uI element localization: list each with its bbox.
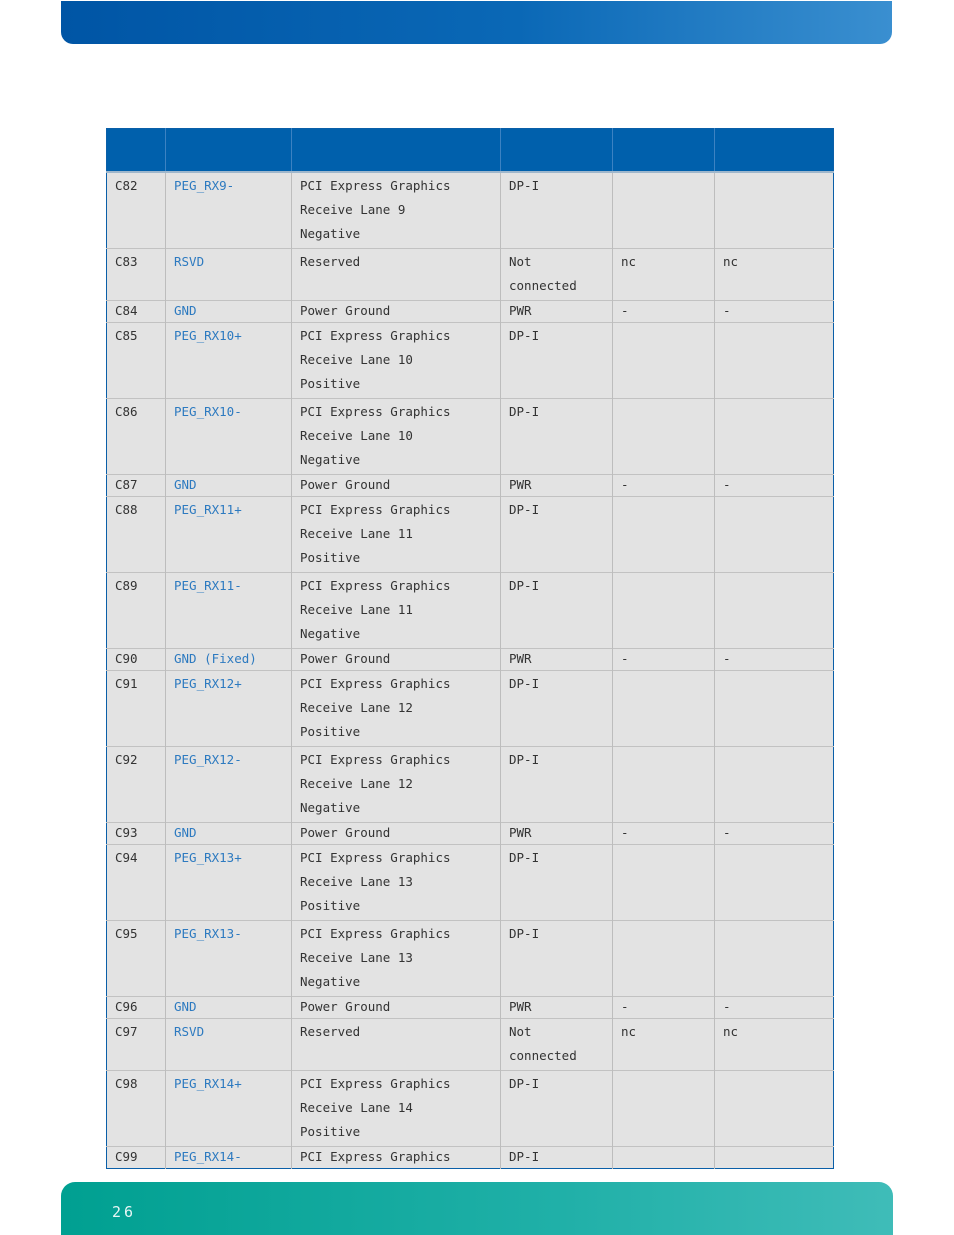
type-cell: PWR bbox=[501, 823, 613, 845]
table-row bbox=[107, 172, 834, 249]
column-5-cell bbox=[613, 573, 715, 649]
description-cell: Power Ground bbox=[292, 475, 501, 497]
column-5-cell bbox=[613, 1147, 715, 1169]
description-cell: Power Ground bbox=[292, 301, 501, 323]
pin-cell: C88 bbox=[107, 497, 166, 573]
column-6-cell bbox=[715, 172, 834, 249]
table-row bbox=[107, 497, 834, 573]
description-cell: Power Ground bbox=[292, 823, 501, 845]
signal-cell: PEG_RX13- bbox=[166, 921, 292, 997]
column-6-cell bbox=[715, 671, 834, 747]
table-row bbox=[107, 1147, 834, 1169]
description-cell: PCI Express Graphics Receive Lane 11 Negative bbox=[292, 573, 501, 649]
table-row bbox=[107, 475, 834, 497]
description-cell: PCI Express Graphics Receive Lane 12 Negative bbox=[292, 747, 501, 823]
pin-cell: C84 bbox=[107, 301, 166, 323]
type-cell: DP-I bbox=[501, 399, 613, 475]
table-body bbox=[107, 172, 834, 1169]
header-cell-5 bbox=[613, 129, 715, 173]
description-cell: PCI Express Graphics Receive Lane 13 Negative bbox=[292, 921, 501, 997]
pin-cell: C90 bbox=[107, 649, 166, 671]
column-6-cell: - bbox=[715, 301, 834, 323]
table-row bbox=[107, 649, 834, 671]
type-cell: DP-I bbox=[501, 573, 613, 649]
description-cell: PCI Express Graphics Receive Lane 13 Positive bbox=[292, 845, 501, 921]
pin-cell: C83 bbox=[107, 249, 166, 301]
header-cell-6 bbox=[715, 129, 834, 173]
footer-banner bbox=[61, 1182, 893, 1235]
type-cell: DP-I bbox=[501, 172, 613, 249]
type-cell: PWR bbox=[501, 301, 613, 323]
pin-cell: C93 bbox=[107, 823, 166, 845]
type-cell: DP-I bbox=[501, 671, 613, 747]
column-5-cell bbox=[613, 323, 715, 399]
table-row bbox=[107, 997, 834, 1019]
signal-cell: GND bbox=[166, 301, 292, 323]
type-cell: Not connected bbox=[501, 1019, 613, 1071]
table-row bbox=[107, 1071, 834, 1147]
column-6-cell: - bbox=[715, 997, 834, 1019]
description-cell: PCI Express Graphics Receive Lane 10 Positive bbox=[292, 323, 501, 399]
description-cell: PCI Express Graphics Receive Lane 12 Positive bbox=[292, 671, 501, 747]
column-5-cell bbox=[613, 671, 715, 747]
type-cell: DP-I bbox=[501, 921, 613, 997]
description-cell: PCI Express Graphics Receive Lane 14 Positive bbox=[292, 1071, 501, 1147]
column-5-cell: - bbox=[613, 823, 715, 845]
signal-cell: RSVD bbox=[166, 249, 292, 301]
column-5-cell bbox=[613, 921, 715, 997]
description-cell: Power Ground bbox=[292, 997, 501, 1019]
column-5-cell: - bbox=[613, 475, 715, 497]
column-6-cell bbox=[715, 323, 834, 399]
header-cell-description bbox=[292, 129, 501, 173]
pin-cell: C91 bbox=[107, 671, 166, 747]
header-cell-signal bbox=[166, 129, 292, 173]
table-row bbox=[107, 747, 834, 823]
signal-cell: GND bbox=[166, 475, 292, 497]
column-5-cell: - bbox=[613, 301, 715, 323]
signal-cell: PEG_RX11- bbox=[166, 573, 292, 649]
column-6-cell bbox=[715, 399, 834, 475]
signal-cell: PEG_RX9- bbox=[166, 172, 292, 249]
column-6-cell bbox=[715, 747, 834, 823]
table-row bbox=[107, 249, 834, 301]
signal-cell: GND bbox=[166, 997, 292, 1019]
column-6-cell bbox=[715, 1071, 834, 1147]
table-row bbox=[107, 1019, 834, 1071]
table-row bbox=[107, 399, 834, 475]
column-5-cell: - bbox=[613, 649, 715, 671]
signal-cell: PEG_RX14- bbox=[166, 1147, 292, 1169]
header-banner bbox=[61, 1, 892, 44]
signal-cell: PEG_RX10- bbox=[166, 399, 292, 475]
header-cell-type bbox=[501, 129, 613, 173]
column-6-cell bbox=[715, 573, 834, 649]
column-5-cell bbox=[613, 1071, 715, 1147]
pin-cell: C95 bbox=[107, 921, 166, 997]
column-6-cell: nc bbox=[715, 249, 834, 301]
column-6-cell: nc bbox=[715, 1019, 834, 1071]
column-6-cell: - bbox=[715, 649, 834, 671]
pin-cell: C85 bbox=[107, 323, 166, 399]
pin-cell: C97 bbox=[107, 1019, 166, 1071]
description-cell: PCI Express Graphics bbox=[292, 1147, 501, 1169]
column-5-cell bbox=[613, 399, 715, 475]
signal-cell: PEG_RX12- bbox=[166, 747, 292, 823]
pin-cell: C98 bbox=[107, 1071, 166, 1147]
pinout-table bbox=[106, 128, 834, 1169]
column-6-cell: - bbox=[715, 823, 834, 845]
description-cell: PCI Express Graphics Receive Lane 11 Positive bbox=[292, 497, 501, 573]
column-5-cell bbox=[613, 497, 715, 573]
table-row bbox=[107, 845, 834, 921]
column-6-cell bbox=[715, 497, 834, 573]
signal-cell: PEG_RX11+ bbox=[166, 497, 292, 573]
type-cell: DP-I bbox=[501, 845, 613, 921]
table-row bbox=[107, 823, 834, 845]
signal-cell: GND (Fixed) bbox=[166, 649, 292, 671]
column-5-cell: nc bbox=[613, 1019, 715, 1071]
signal-cell: PEG_RX14+ bbox=[166, 1071, 292, 1147]
column-6-cell bbox=[715, 921, 834, 997]
pin-cell: C82 bbox=[107, 172, 166, 249]
pin-cell: C87 bbox=[107, 475, 166, 497]
type-cell: DP-I bbox=[501, 1071, 613, 1147]
column-5-cell: - bbox=[613, 997, 715, 1019]
table-row bbox=[107, 301, 834, 323]
pin-cell: C99 bbox=[107, 1147, 166, 1169]
type-cell: Not connected bbox=[501, 249, 613, 301]
description-cell: Reserved bbox=[292, 249, 501, 301]
column-5-cell bbox=[613, 747, 715, 823]
signal-cell: PEG_RX12+ bbox=[166, 671, 292, 747]
pin-cell: C96 bbox=[107, 997, 166, 1019]
column-5-cell bbox=[613, 845, 715, 921]
column-6-cell: - bbox=[715, 475, 834, 497]
signal-cell: PEG_RX13+ bbox=[166, 845, 292, 921]
page-number: 26 bbox=[112, 1203, 137, 1221]
table-row bbox=[107, 671, 834, 747]
signal-cell: RSVD bbox=[166, 1019, 292, 1071]
description-cell: PCI Express Graphics Receive Lane 10 Negative bbox=[292, 399, 501, 475]
column-5-cell: nc bbox=[613, 249, 715, 301]
column-5-cell bbox=[613, 172, 715, 249]
pin-cell: C94 bbox=[107, 845, 166, 921]
type-cell: DP-I bbox=[501, 497, 613, 573]
table-header bbox=[107, 129, 834, 173]
column-6-cell bbox=[715, 845, 834, 921]
pin-cell: C92 bbox=[107, 747, 166, 823]
header-cell-pin bbox=[107, 129, 166, 173]
description-cell: PCI Express Graphics Receive Lane 9 Negative bbox=[292, 172, 501, 249]
type-cell: DP-I bbox=[501, 1147, 613, 1169]
signal-cell: GND bbox=[166, 823, 292, 845]
description-cell: Power Ground bbox=[292, 649, 501, 671]
table-row bbox=[107, 921, 834, 997]
type-cell: DP-I bbox=[501, 323, 613, 399]
pin-cell: C89 bbox=[107, 573, 166, 649]
type-cell: PWR bbox=[501, 997, 613, 1019]
type-cell: PWR bbox=[501, 649, 613, 671]
type-cell: PWR bbox=[501, 475, 613, 497]
column-6-cell bbox=[715, 1147, 834, 1169]
pin-cell: C86 bbox=[107, 399, 166, 475]
table-row bbox=[107, 323, 834, 399]
description-cell: Reserved bbox=[292, 1019, 501, 1071]
type-cell: DP-I bbox=[501, 747, 613, 823]
table-row bbox=[107, 573, 834, 649]
signal-cell: PEG_RX10+ bbox=[166, 323, 292, 399]
